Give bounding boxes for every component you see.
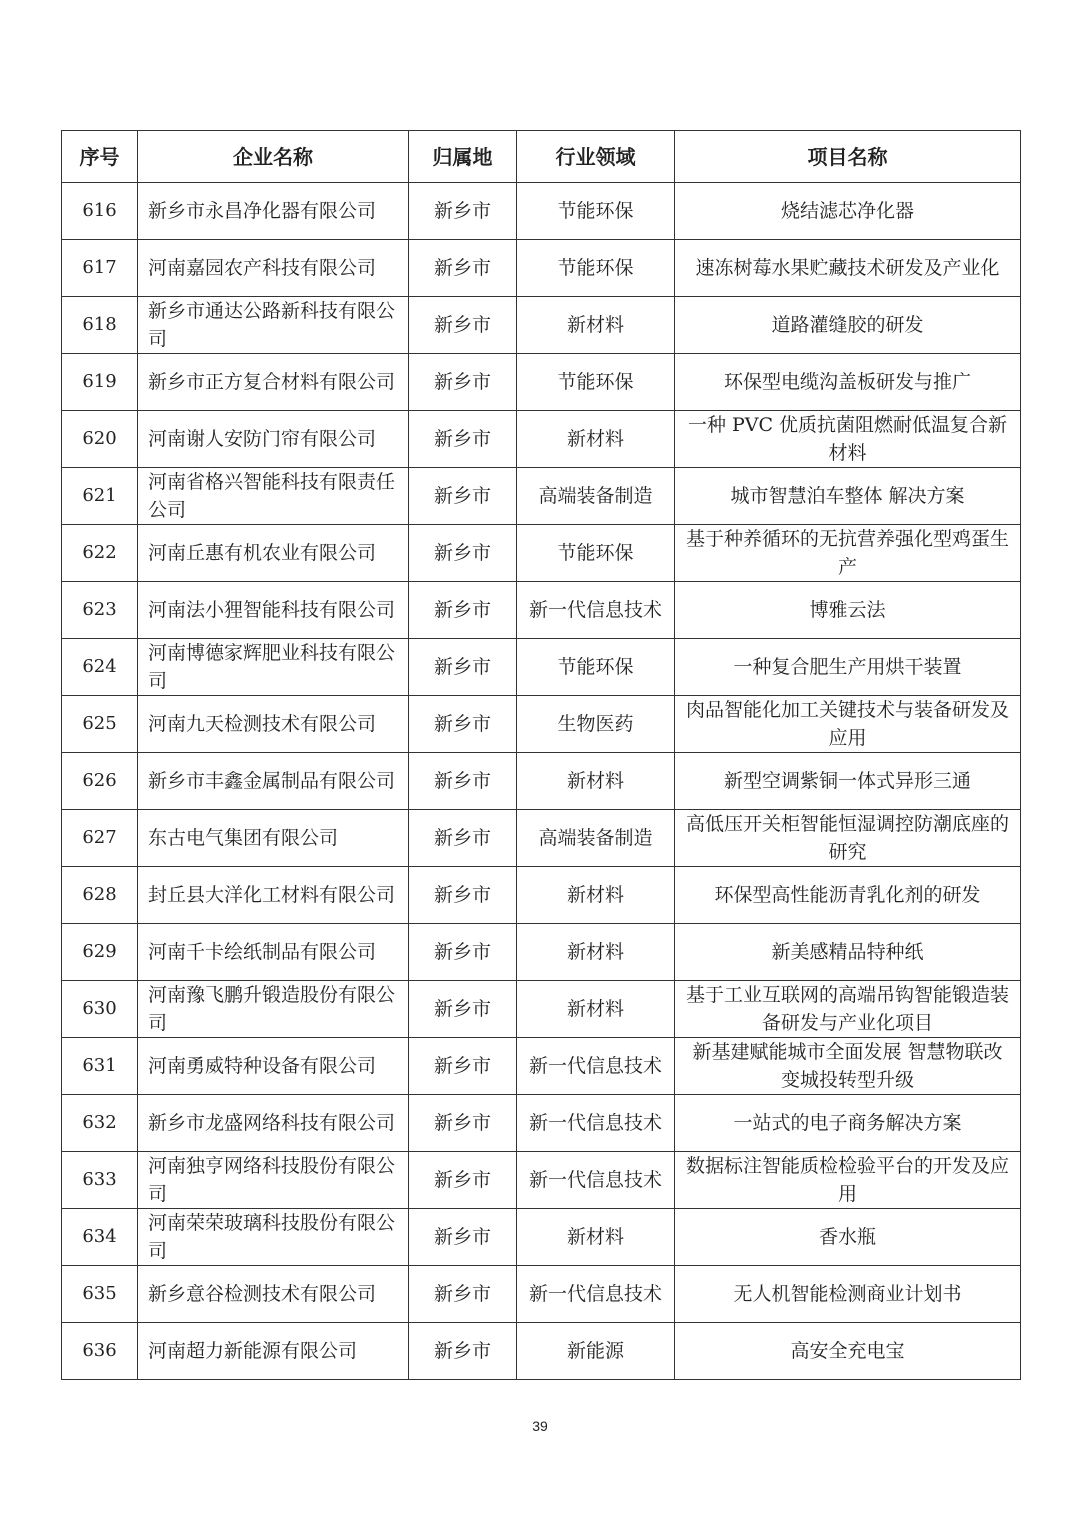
table-row [62, 468, 1021, 525]
cell-location: 新乡市 [409, 1266, 517, 1323]
cell-location: 新乡市 [409, 753, 517, 810]
cell-seq: 624 [62, 639, 138, 696]
cell-industry: 高端装备制造 [517, 468, 675, 525]
cell-location: 新乡市 [409, 867, 517, 924]
cell-company: 河南谢人安防门帘有限公司 [138, 411, 409, 468]
cell-seq: 619 [62, 354, 138, 411]
cell-location: 新乡市 [409, 1209, 517, 1266]
cell-project: 环保型电缆沟盖板研发与推广 [675, 354, 1021, 411]
cell-project: 高低压开关柜智能恒湿调控防潮底座的研究 [675, 810, 1021, 867]
table-header-row [62, 131, 1021, 183]
cell-seq: 630 [62, 981, 138, 1038]
cell-location: 新乡市 [409, 297, 517, 354]
project-list-table [61, 130, 1021, 1380]
cell-seq: 616 [62, 183, 138, 240]
cell-project: 香水瓶 [675, 1209, 1021, 1266]
cell-company: 封丘县大洋化工材料有限公司 [138, 867, 409, 924]
cell-company: 河南省格兴智能科技有限责任公司 [138, 468, 409, 525]
cell-project: 城市智慧泊车整体 解决方案 [675, 468, 1021, 525]
cell-seq: 636 [62, 1323, 138, 1380]
cell-project: 一种复合肥生产用烘干装置 [675, 639, 1021, 696]
table-row [62, 1095, 1021, 1152]
page-number: 39 [532, 1418, 548, 1434]
cell-location: 新乡市 [409, 582, 517, 639]
table-row [62, 1038, 1021, 1095]
cell-project: 速冻树莓水果贮藏技术研发及产业化 [675, 240, 1021, 297]
cell-location: 新乡市 [409, 525, 517, 582]
cell-industry: 新一代信息技术 [517, 1038, 675, 1095]
cell-seq: 620 [62, 411, 138, 468]
cell-seq: 623 [62, 582, 138, 639]
cell-location: 新乡市 [409, 1095, 517, 1152]
header-location: 归属地 [409, 131, 517, 183]
cell-seq: 634 [62, 1209, 138, 1266]
cell-company: 新乡市永昌净化器有限公司 [138, 183, 409, 240]
cell-location: 新乡市 [409, 240, 517, 297]
cell-location: 新乡市 [409, 411, 517, 468]
cell-company: 河南丘惠有机农业有限公司 [138, 525, 409, 582]
cell-location: 新乡市 [409, 981, 517, 1038]
cell-industry: 新材料 [517, 867, 675, 924]
cell-project: 环保型高性能沥青乳化剂的研发 [675, 867, 1021, 924]
cell-industry: 节能环保 [517, 183, 675, 240]
cell-seq: 617 [62, 240, 138, 297]
cell-seq: 618 [62, 297, 138, 354]
cell-industry: 新一代信息技术 [517, 582, 675, 639]
cell-company: 河南千卡绘纸制品有限公司 [138, 924, 409, 981]
cell-project: 肉品智能化加工关键技术与装备研发及应用 [675, 696, 1021, 753]
cell-project: 新美感精品特种纸 [675, 924, 1021, 981]
header-company: 企业名称 [138, 131, 409, 183]
cell-location: 新乡市 [409, 1323, 517, 1380]
cell-industry: 新能源 [517, 1323, 675, 1380]
cell-location: 新乡市 [409, 1152, 517, 1209]
cell-seq: 621 [62, 468, 138, 525]
cell-project: 一站式的电子商务解决方案 [675, 1095, 1021, 1152]
cell-industry: 新一代信息技术 [517, 1152, 675, 1209]
table-row [62, 297, 1021, 354]
cell-company: 河南超力新能源有限公司 [138, 1323, 409, 1380]
cell-seq: 635 [62, 1266, 138, 1323]
table-row [62, 696, 1021, 753]
cell-industry: 新材料 [517, 1209, 675, 1266]
cell-industry: 节能环保 [517, 354, 675, 411]
cell-company: 河南九天检测技术有限公司 [138, 696, 409, 753]
cell-industry: 新材料 [517, 297, 675, 354]
cell-project: 道路灌缝胶的研发 [675, 297, 1021, 354]
table-row [62, 867, 1021, 924]
table-row [62, 639, 1021, 696]
header-project: 项目名称 [675, 131, 1021, 183]
table-row [62, 354, 1021, 411]
cell-company: 河南独亨网络科技股份有限公司 [138, 1152, 409, 1209]
cell-location: 新乡市 [409, 468, 517, 525]
cell-industry: 新一代信息技术 [517, 1266, 675, 1323]
cell-industry: 生物医药 [517, 696, 675, 753]
cell-seq: 622 [62, 525, 138, 582]
cell-project: 基于种养循环的无抗营养强化型鸡蛋生产 [675, 525, 1021, 582]
table-row [62, 1266, 1021, 1323]
cell-industry: 节能环保 [517, 639, 675, 696]
cell-seq: 632 [62, 1095, 138, 1152]
cell-location: 新乡市 [409, 810, 517, 867]
cell-company: 河南嘉园农产科技有限公司 [138, 240, 409, 297]
table-row [62, 924, 1021, 981]
header-industry: 行业领域 [517, 131, 675, 183]
cell-project: 高安全充电宝 [675, 1323, 1021, 1380]
cell-location: 新乡市 [409, 696, 517, 753]
cell-company: 河南荣荣玻璃科技股份有限公司 [138, 1209, 409, 1266]
cell-company: 河南豫飞鹏升锻造股份有限公司 [138, 981, 409, 1038]
table-row [62, 1209, 1021, 1266]
table-row [62, 411, 1021, 468]
cell-company: 新乡市正方复合材料有限公司 [138, 354, 409, 411]
header-seq: 序号 [62, 131, 138, 183]
cell-seq: 627 [62, 810, 138, 867]
cell-company: 新乡市丰鑫金属制品有限公司 [138, 753, 409, 810]
cell-industry: 节能环保 [517, 240, 675, 297]
cell-company: 河南博德家辉肥业科技有限公司 [138, 639, 409, 696]
table-row [62, 240, 1021, 297]
cell-company: 河南法小狸智能科技有限公司 [138, 582, 409, 639]
cell-seq: 626 [62, 753, 138, 810]
table-row [62, 582, 1021, 639]
cell-project: 一种 PVC 优质抗菌阻燃耐低温复合新材料 [675, 411, 1021, 468]
cell-industry: 高端装备制造 [517, 810, 675, 867]
cell-industry: 新材料 [517, 411, 675, 468]
cell-location: 新乡市 [409, 1038, 517, 1095]
table-row [62, 183, 1021, 240]
cell-project: 烧结滤芯净化器 [675, 183, 1021, 240]
cell-company: 新乡市通达公路新科技有限公司 [138, 297, 409, 354]
cell-company: 东古电气集团有限公司 [138, 810, 409, 867]
cell-location: 新乡市 [409, 639, 517, 696]
cell-company: 新乡市龙盛网络科技有限公司 [138, 1095, 409, 1152]
cell-project: 无人机智能检测商业计划书 [675, 1266, 1021, 1323]
table-row [62, 1323, 1021, 1380]
cell-seq: 631 [62, 1038, 138, 1095]
table-row [62, 1152, 1021, 1209]
cell-location: 新乡市 [409, 354, 517, 411]
cell-seq: 628 [62, 867, 138, 924]
cell-industry: 新材料 [517, 924, 675, 981]
table-row [62, 753, 1021, 810]
cell-seq: 629 [62, 924, 138, 981]
cell-company: 河南勇威特种设备有限公司 [138, 1038, 409, 1095]
cell-project: 基于工业互联网的高端吊钩智能锻造装备研发与产业化项目 [675, 981, 1021, 1038]
cell-location: 新乡市 [409, 924, 517, 981]
cell-project: 新基建赋能城市全面发展 智慧物联改变城投转型升级 [675, 1038, 1021, 1095]
cell-project: 新型空调紫铜一体式异形三通 [675, 753, 1021, 810]
cell-seq: 625 [62, 696, 138, 753]
cell-project: 数据标注智能质检检验平台的开发及应用 [675, 1152, 1021, 1209]
cell-project: 博雅云法 [675, 582, 1021, 639]
cell-industry: 新材料 [517, 981, 675, 1038]
table-row [62, 810, 1021, 867]
table-body [62, 183, 1021, 1380]
cell-industry: 节能环保 [517, 525, 675, 582]
cell-seq: 633 [62, 1152, 138, 1209]
cell-industry: 新一代信息技术 [517, 1095, 675, 1152]
cell-company: 新乡意谷检测技术有限公司 [138, 1266, 409, 1323]
cell-industry: 新材料 [517, 753, 675, 810]
table-row [62, 981, 1021, 1038]
cell-location: 新乡市 [409, 183, 517, 240]
table-row [62, 525, 1021, 582]
